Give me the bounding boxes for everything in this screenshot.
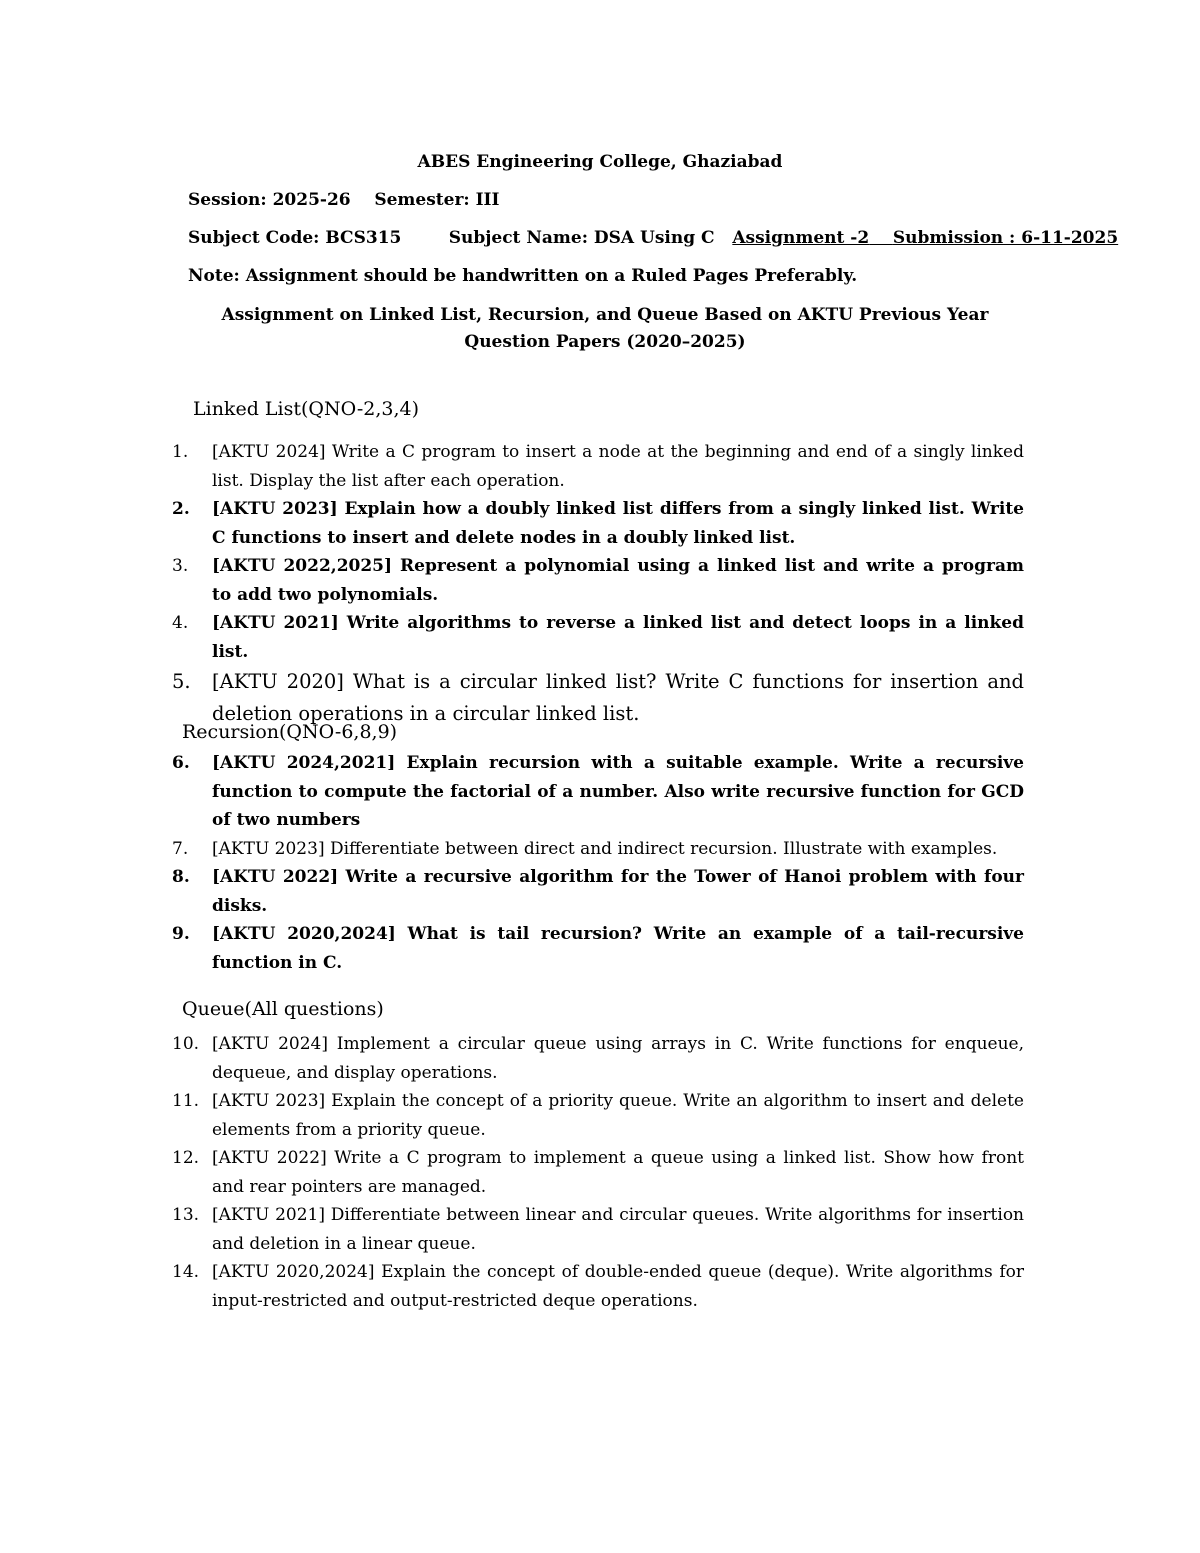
question-text: [AKTU 2022,2025] Represent a polynomial using a linked list and write a program to add two polynomials. (212, 556, 1024, 605)
question-text: [AKTU 2020,2024] Explain the concept of double-ended queue (deque). Write algorithms for input-restricted and output-restricted deque operations. (212, 1262, 1024, 1311)
question-text: [AKTU 2020,2024] What is tail recursion? Write an example of a tail-recursive function in C. (212, 924, 1024, 973)
question-item (172, 920, 1024, 977)
assignment-number: Assignment -2 (732, 228, 870, 248)
session-line (188, 190, 499, 210)
question-text: [AKTU 2024] Implement a circular queue using arrays in C. Write functions for enqueue, dequeue, and display operations. (212, 1034, 1024, 1083)
assignment-title: Assignment on Linked List, Recursion, and Queue Based on AKTU Previous Year Question Papers (2020–2025) (221, 305, 989, 352)
question-item (172, 495, 1024, 552)
subject-line (188, 228, 1118, 248)
section-heading-queue: Queue(All questions) (182, 998, 384, 1020)
question-text: [AKTU 2024] Write a C program to insert a node at the beginning and end of a singly linked list. Display the list after each operation. (212, 442, 1024, 491)
question-text: [AKTU 2024,2021] Explain recursion with a suitable example. Write a recursive function to compute the factorial of a number. Also write recursive function for GCD of two numbers (212, 753, 1024, 830)
college-name: ABES Engineering College, Ghaziabad (417, 152, 783, 172)
question-number: 14. (172, 1262, 200, 1282)
question-item (172, 552, 1024, 609)
question-text: [AKTU 2020] What is a circular linked list? Write C functions for insertion and deletion operations in a circular linked list. (212, 670, 1024, 725)
question-list-queue (172, 1030, 1024, 1315)
session-label: Session: 2025-26 (188, 190, 351, 210)
question-number: 12. (172, 1148, 200, 1168)
question-item (172, 438, 1024, 495)
question-item (172, 1030, 1024, 1087)
question-number: 5. (172, 670, 191, 693)
question-number: 6. (172, 753, 190, 773)
question-number: 7. (172, 838, 189, 859)
question-text: [AKTU 2022] Write a C program to implement a queue using a linked list. Show how front and rear pointers are managed. (212, 1148, 1024, 1197)
question-number: 3. (172, 556, 189, 576)
question-item (172, 1144, 1024, 1201)
question-text: [AKTU 2023] Explain the concept of a priority queue. Write an algorithm to insert and delete elements from a priority queue. (212, 1091, 1024, 1140)
question-number: 11. (172, 1091, 200, 1111)
question-item (172, 1201, 1024, 1258)
question-item (172, 1258, 1024, 1315)
question-item (172, 863, 1024, 920)
question-number: 1. (172, 442, 189, 462)
question-number: 2. (172, 499, 190, 519)
submission-date: Submission : 6-11-2025 (892, 228, 1119, 248)
question-text: [AKTU 2023] Explain how a doubly linked list differs from a singly linked list. Write C functions to insert and delete nodes in a doubly linked list. (212, 499, 1024, 548)
subject-name: Subject Name: DSA Using C (448, 228, 715, 248)
section-heading-recursion: Recursion(QNO-6,8,9) (182, 721, 398, 743)
question-number: 4. (172, 613, 189, 633)
question-text: [AKTU 2023] Differentiate between direct and indirect recursion. Illustrate with examples. (212, 838, 998, 859)
question-text: [AKTU 2022] Write a recursive algorithm for the Tower of Hanoi problem with four disks. (212, 867, 1024, 916)
question-number: 8. (172, 867, 190, 887)
section-heading-linked-list: Linked List(QNO-2,3,4) (193, 398, 420, 420)
question-item (172, 1087, 1024, 1144)
question-item (172, 609, 1024, 666)
question-item (172, 835, 1024, 864)
question-list-recursion (172, 749, 1024, 977)
question-number: 13. (172, 1205, 200, 1225)
question-text: [AKTU 2021] Differentiate between linear and circular queues. Write algorithms for insertion and deletion in a linear queue. (212, 1205, 1024, 1254)
subject-code: Subject Code: BCS315 (188, 228, 402, 248)
semester-label: Semester: III (374, 190, 500, 210)
question-number: 9. (172, 924, 190, 944)
question-list-linked-list (172, 438, 1024, 730)
question-item (172, 749, 1024, 835)
question-text: [AKTU 2021] Write algorithms to reverse a linked list and detect loops in a linked list. (212, 613, 1024, 662)
question-number: 10. (172, 1034, 200, 1054)
note-line: Note: Assignment should be handwritten on a Ruled Pages Preferably. (188, 266, 858, 286)
